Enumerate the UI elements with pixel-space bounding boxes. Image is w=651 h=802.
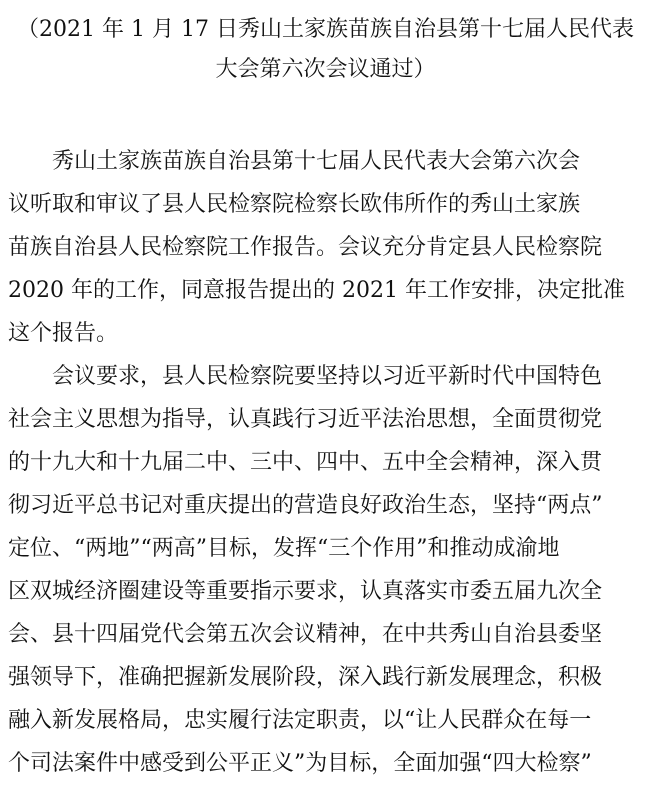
paragraph-approval [8,140,643,355]
header-line: 大会第六次会议通过） [215,57,436,82]
paragraph-line: 会、县十四届党代会第五次会议精神，在中共秀山自治县委坚 [8,622,603,647]
paragraph-line: 这个报告。 [8,321,119,346]
paragraph-line: 2020 年的工作，同意报告提出的 2021 年工作安排，决定批准 [8,278,625,303]
document-header [10,10,641,90]
paragraph-line: 秀山土家族苗族自治县第十七届人民代表大会第六次会 [52,149,581,174]
paragraph-line: 社会主义思想为指导，认真践行习近平法治思想，全面贯彻党 [8,407,603,432]
paragraph-line: 区双城经济圈建设等重要指示要求，认真落实市委五届九次全 [8,579,603,604]
paragraph-line: 融入新发展格局，忠实履行法定职责，以“让人民群众在每一 [8,708,592,733]
paragraph-line: 会议要求，县人民检察院要坚持以习近平新时代中国特色 [52,364,603,389]
paragraph-line: 的十九大和十九届二中、三中、四中、五中全会精神，深入贯 [8,450,603,475]
paragraph-line: 彻习近平总书记对重庆提出的营造良好政治生态，坚持“两点” [8,493,603,518]
paragraph-requirements [8,355,643,785]
paragraph-line: 苗族自治县人民检察院工作报告。会议充分肯定县人民检察院 [8,235,603,260]
header-line: （2021 年 1 月 17 日秀山土家族苗族自治县第十七届人民代表 [17,17,634,42]
paragraph-line: 强领导下，准确把握新发展阶段，深入践行新发展理念，积极 [8,665,603,690]
document-body [8,140,643,785]
paragraph-line: 个司法案件中感受到公平正义”为目标，全面加强“四大检察” [8,751,592,776]
paragraph-line: 定位、“两地”“两高”目标，发挥“三个作用”和推动成渝地 [8,536,560,561]
paragraph-line: 议听取和审议了县人民检察院检察长欧伟所作的秀山土家族 [8,192,581,217]
